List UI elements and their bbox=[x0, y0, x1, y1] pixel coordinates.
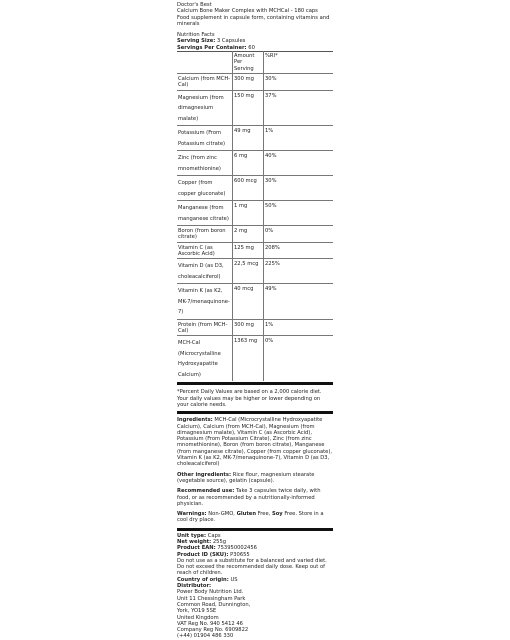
warnings-soy: Soy bbox=[271, 511, 283, 518]
nutrient-amount: 150 mg bbox=[233, 90, 264, 126]
disclaimer-diet: Do not use as a substitute for a balanced and varied diet. bbox=[177, 557, 327, 564]
recommended-use-label: Recommended use: bbox=[177, 488, 235, 495]
nutrient-dv: 0% bbox=[264, 336, 334, 382]
table-row bbox=[177, 319, 333, 336]
table-row bbox=[177, 126, 333, 151]
product-description: Food supplement in capsule form, containing vitamins and minerals bbox=[177, 14, 330, 27]
brand-name: Doctor's Best bbox=[177, 2, 212, 8]
distributor-line: United Kingdom bbox=[177, 614, 219, 621]
table-row bbox=[177, 73, 333, 90]
daily-value-footnote: *Percent Daily Values are based on a 2,000 calorie diet. Your daily values may be higher or lower depending on your calorie needs. bbox=[177, 389, 322, 408]
distributor-line: Common Road, Dunnington, bbox=[177, 601, 251, 608]
nutrient-name: Magnesium (from dimagnesium malate) bbox=[177, 90, 233, 126]
nutrient-amount: 1363 mg bbox=[233, 336, 264, 382]
nutrient-dv: 0% bbox=[264, 226, 334, 243]
other-ingredients-label: Other ingredients: bbox=[177, 471, 232, 478]
nutrient-dv: 208% bbox=[264, 242, 334, 259]
net-weight-value: 255g bbox=[212, 538, 227, 545]
divider bbox=[177, 528, 333, 531]
table-header-row bbox=[177, 52, 333, 74]
sku-value: P30655 bbox=[230, 551, 250, 558]
nutrient-dv: 30% bbox=[264, 73, 334, 90]
facts-title: Nutrition Facts bbox=[177, 32, 215, 39]
ingredients-text: MCH-Cal (Microcrystalline Hydroxyapatite Calcium), Calcium (from MCH-Cal), Magnesium (from dimagnesium malate), Vitamin C (as Ascorbic Acid), Potassium (From Potassium Citrate), Zinc (from zinc mnomethionine), Boron (from boron citrate), Manganese (from manganese citrate), Copper (from copper gluconate), Vitamin K (as K2, MK-7/menaquinone-7), Vitamin D (as D3, choleacalciferol) bbox=[177, 417, 333, 468]
unit-type-label: Unit type: bbox=[177, 532, 207, 539]
table-row bbox=[177, 151, 333, 176]
nutrient-dv: 225% bbox=[264, 259, 334, 284]
recommended-use-text: Take 3 capsules twice daily, with food, or as recommended by a nutritionally-informed physician. bbox=[177, 488, 321, 507]
table-row bbox=[177, 201, 333, 226]
product-info bbox=[177, 532, 333, 640]
nutrient-name: Potassium (From Potassium citrate) bbox=[177, 126, 233, 151]
ean-label: Product EAN: bbox=[177, 545, 216, 552]
divider bbox=[177, 382, 333, 385]
nutrient-name: Copper (from copper gluconate) bbox=[177, 176, 233, 201]
nutrient-dv: 1% bbox=[264, 319, 334, 336]
header-dv-cell: %RI* bbox=[264, 52, 334, 74]
header-amount-cell: Amount Per Serving bbox=[233, 52, 264, 74]
distributor-line: York, YO19 5SE bbox=[177, 608, 217, 615]
supplement-label-panel bbox=[177, 2, 333, 640]
nutrient-name: Vitamin K (as K2, MK-7/menaquinone-7) bbox=[177, 284, 233, 320]
ean-value: 753950002456 bbox=[217, 545, 257, 552]
nutrient-dv: 50% bbox=[264, 201, 334, 226]
distributor-label-text: Distributor: bbox=[177, 583, 212, 590]
other-ingredients-text: Rice flour, magnesium stearate (vegetable source), gelatin (capsule). bbox=[177, 471, 315, 484]
nutrient-name: Calcium (from MCH-Cal) bbox=[177, 73, 233, 90]
table-row bbox=[177, 226, 333, 243]
net-weight-label: Net weight: bbox=[177, 538, 212, 545]
nutrient-name: Manganese (from manganese citrate) bbox=[177, 201, 233, 226]
serving-size-label: Serving Size: bbox=[177, 38, 216, 45]
servings-label: Servings Per Container: bbox=[177, 44, 247, 51]
nutrition-table bbox=[177, 51, 333, 381]
nutrient-amount: 2 mg bbox=[233, 226, 264, 243]
nutrient-amount: 125 mg bbox=[233, 242, 264, 259]
product-header bbox=[177, 2, 333, 27]
nutrient-dv: 37% bbox=[264, 90, 334, 126]
product-name: Calcium Bone Maker Complex with MCHCal - 180 caps bbox=[177, 8, 318, 15]
nutrient-amount: 1 mg bbox=[233, 201, 264, 226]
distributor-line: Power Body Nutrition Ltd. bbox=[177, 589, 244, 596]
distributor-line: Unit 11 Chessingham Park bbox=[177, 595, 246, 602]
nutrient-name: Vitamin C (as Ascorbic Acid) bbox=[177, 242, 233, 259]
table-row bbox=[177, 176, 333, 201]
nutrient-dv: 49% bbox=[264, 284, 334, 320]
nutrient-amount: 300 mg bbox=[233, 73, 264, 90]
table-row bbox=[177, 259, 333, 284]
table-row bbox=[177, 336, 333, 382]
serving-size-value: 3 Capsules bbox=[216, 38, 246, 45]
header-nutrient-cell bbox=[177, 52, 233, 74]
table-row bbox=[177, 242, 333, 259]
nutrient-amount: 22,5 mcg bbox=[233, 259, 264, 284]
warnings-text-2: Free, bbox=[257, 511, 271, 518]
nutrient-amount: 49 mg bbox=[233, 126, 264, 151]
nutrient-amount: 40 mcg bbox=[233, 284, 264, 320]
nutrient-amount: 600 mcg bbox=[233, 176, 264, 201]
warnings-label: Warnings: bbox=[177, 511, 207, 518]
ingredients bbox=[177, 417, 333, 467]
origin-value: US bbox=[230, 576, 238, 583]
origin-label: Country of origin: bbox=[177, 576, 229, 583]
other-ingredients bbox=[177, 472, 333, 485]
nutrient-name: Boron (from boron citrate) bbox=[177, 226, 233, 243]
distributor-line: (+44) 01904 486 330 bbox=[177, 633, 234, 640]
nutrient-amount: 300 mg bbox=[233, 319, 264, 336]
distributor-line: VAT Reg No. 940 5412 46 bbox=[177, 620, 243, 627]
distributor-line: Company Reg No. 6909822 bbox=[177, 627, 249, 634]
nutrient-dv: 40% bbox=[264, 151, 334, 176]
nutrient-amount: 6 mg bbox=[233, 151, 264, 176]
recommended-use bbox=[177, 488, 333, 507]
divider bbox=[177, 411, 333, 414]
disclaimer-dose: Do not exceed the recommended daily dose. Keep out of reach of children. bbox=[177, 564, 325, 577]
warnings-text-3: Free. Store in a cool dry place. bbox=[177, 511, 324, 524]
warnings-gluten: Gluten bbox=[236, 511, 257, 518]
nutrient-name: MCH-Cal (Microcrystalline Hydroxyapatite Calcium) bbox=[177, 336, 233, 382]
warnings bbox=[177, 511, 333, 524]
sku-label: Product ID (SKU): bbox=[177, 551, 229, 558]
nutrient-name: Protein (from MCH-Cal) bbox=[177, 319, 233, 336]
nutrient-name: Zinc (from zinc mnomethionine) bbox=[177, 151, 233, 176]
unit-type-value: Caps bbox=[207, 532, 221, 539]
nutrient-dv: 30% bbox=[264, 176, 334, 201]
ingredients-label: Ingredients: bbox=[177, 417, 213, 424]
warnings-text-1: Non-GMO, bbox=[208, 511, 235, 518]
nutrient-dv: 1% bbox=[264, 126, 334, 151]
table-row bbox=[177, 90, 333, 126]
servings-value: 60 bbox=[248, 44, 255, 51]
table-row bbox=[177, 284, 333, 320]
nutrient-name: Vitamin D (as D3, choleacalciferol) bbox=[177, 259, 233, 284]
